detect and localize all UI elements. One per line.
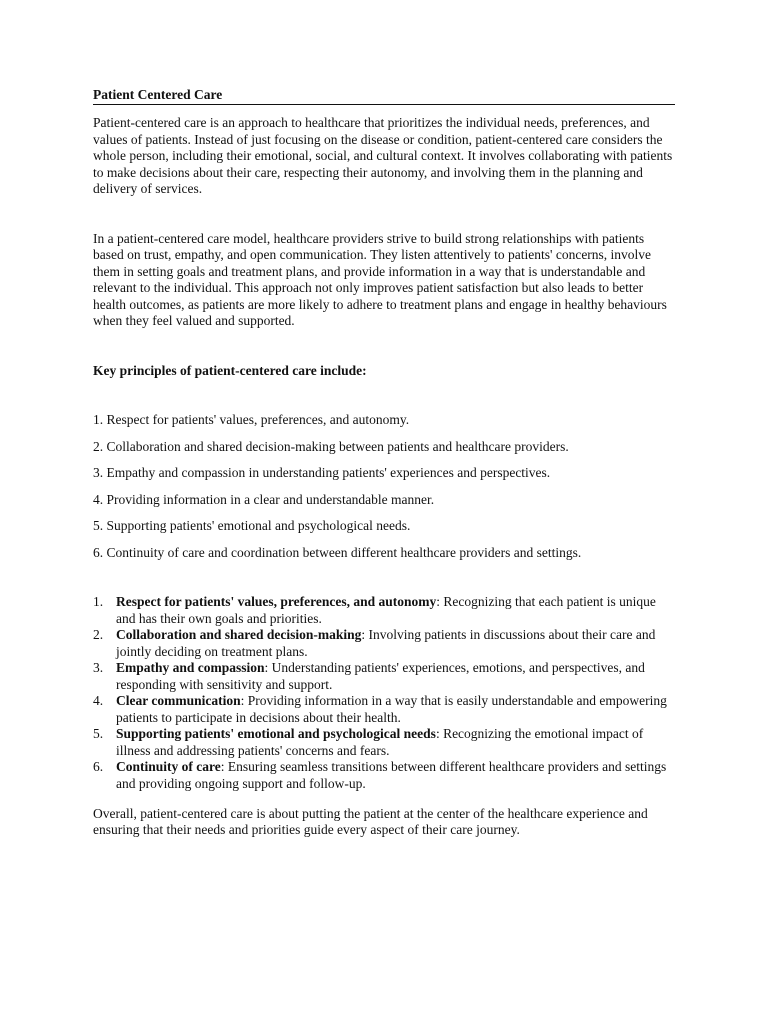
detail-list-item	[93, 693, 675, 726]
detail-item-body	[116, 627, 675, 660]
detail-item-description: : Providing information in a way that is easily understandable and empowering patients to participate in decisions about their health.	[116, 693, 667, 725]
detail-item-number: 3.	[93, 660, 104, 675]
detail-item-body	[116, 660, 675, 693]
detail-list-item	[93, 660, 675, 693]
detail-item-body	[116, 693, 675, 726]
detail-item-description: : Recognizing the emotional impact of illness and addressing patients' concerns and fears.	[116, 726, 644, 758]
document-title: Patient Centered Care	[93, 86, 675, 105]
key-principles-heading: Key principles of patient-centered care include:	[93, 362, 367, 378]
detail-item-number: 2.	[93, 627, 104, 642]
detail-item-description: : Involving patients in discussions about their care and jointly deciding on treatment plans.	[116, 627, 656, 659]
detail-item-term: Continuity of care	[116, 759, 221, 774]
detail-item-term: Respect for patients' values, preferences, and autonomy	[116, 594, 437, 609]
simple-list-item: 2. Collaboration and shared decision-making between patients and healthcare providers.	[93, 438, 569, 454]
detail-list-item	[93, 726, 675, 759]
intro-paragraph: Patient-centered care is an approach to healthcare that prioritizes the individual needs, preferences, and values of patients. Instead of just focusing on the disease or condition, patient-centered care considers the whole person, including their emotional, social, and cultural context. It involves collaborating with patients to make decisions about their care, respecting their autonomy, and involving them in the planning and delivery of services.	[93, 115, 673, 196]
simple-list-item: 6. Continuity of care and coordination between different healthcare providers and settings.	[93, 544, 582, 560]
overall-paragraph: Overall, patient-centered care is about putting the patient at the center of the healthcare experience and ensuring that their needs and priorities guide every aspect of their care journey.	[93, 805, 648, 837]
detail-list-item	[93, 627, 675, 660]
document-page	[93, 86, 675, 839]
detail-item-description: : Understanding patients' experiences, emotions, and perspectives, and responding with sensitivity and support.	[116, 660, 645, 692]
simple-principles-list	[93, 412, 675, 561]
detail-item-description: : Recognizing that each patient is unique and has their own goals and priorities.	[116, 594, 656, 626]
detail-item-term: Collaboration and shared decision-making	[116, 627, 362, 642]
detail-item-number: 5.	[93, 726, 104, 741]
detail-item-term: Supporting patients' emotional and psychological needs	[116, 726, 436, 741]
detail-item-number: 1.	[93, 594, 104, 609]
detail-item-body	[116, 594, 675, 627]
detail-item-body	[116, 759, 675, 792]
simple-list-item: 5. Supporting patients' emotional and psychological needs.	[93, 518, 411, 533]
detail-item-body	[116, 726, 675, 759]
model-paragraph: In a patient-centered care model, healthcare providers strive to build strong relationships with patients based on trust, empathy, and open communication. They listen attentively to patients' concerns, involve them in setting goals and treatment plans, and provide information in a way that is understandable and relevant to the individual. This approach not only improves patient satisfaction but also leads to better health outcomes, as patients are more likely to adhere to treatment plans and engage in healthy behaviours when they feel valued and supported.	[93, 230, 667, 328]
detailed-principles-list	[93, 594, 675, 792]
detail-item-term: Clear communication	[116, 693, 241, 708]
simple-list-item: 1. Respect for patients' values, preferences, and autonomy.	[93, 412, 410, 427]
detail-list-item	[93, 759, 675, 792]
detail-item-number: 4.	[93, 693, 104, 708]
detail-list-item	[93, 594, 675, 627]
detail-item-term: Empathy and compassion	[116, 660, 265, 675]
detail-item-number: 6.	[93, 759, 104, 774]
detail-item-description: : Ensuring seamless transitions between different healthcare providers and settings and providing ongoing support and follow-up.	[116, 759, 667, 791]
simple-list-item: 4. Providing information in a clear and understandable manner.	[93, 491, 435, 507]
simple-list-item: 3. Empathy and compassion in understanding patients' experiences and perspectives.	[93, 465, 551, 480]
